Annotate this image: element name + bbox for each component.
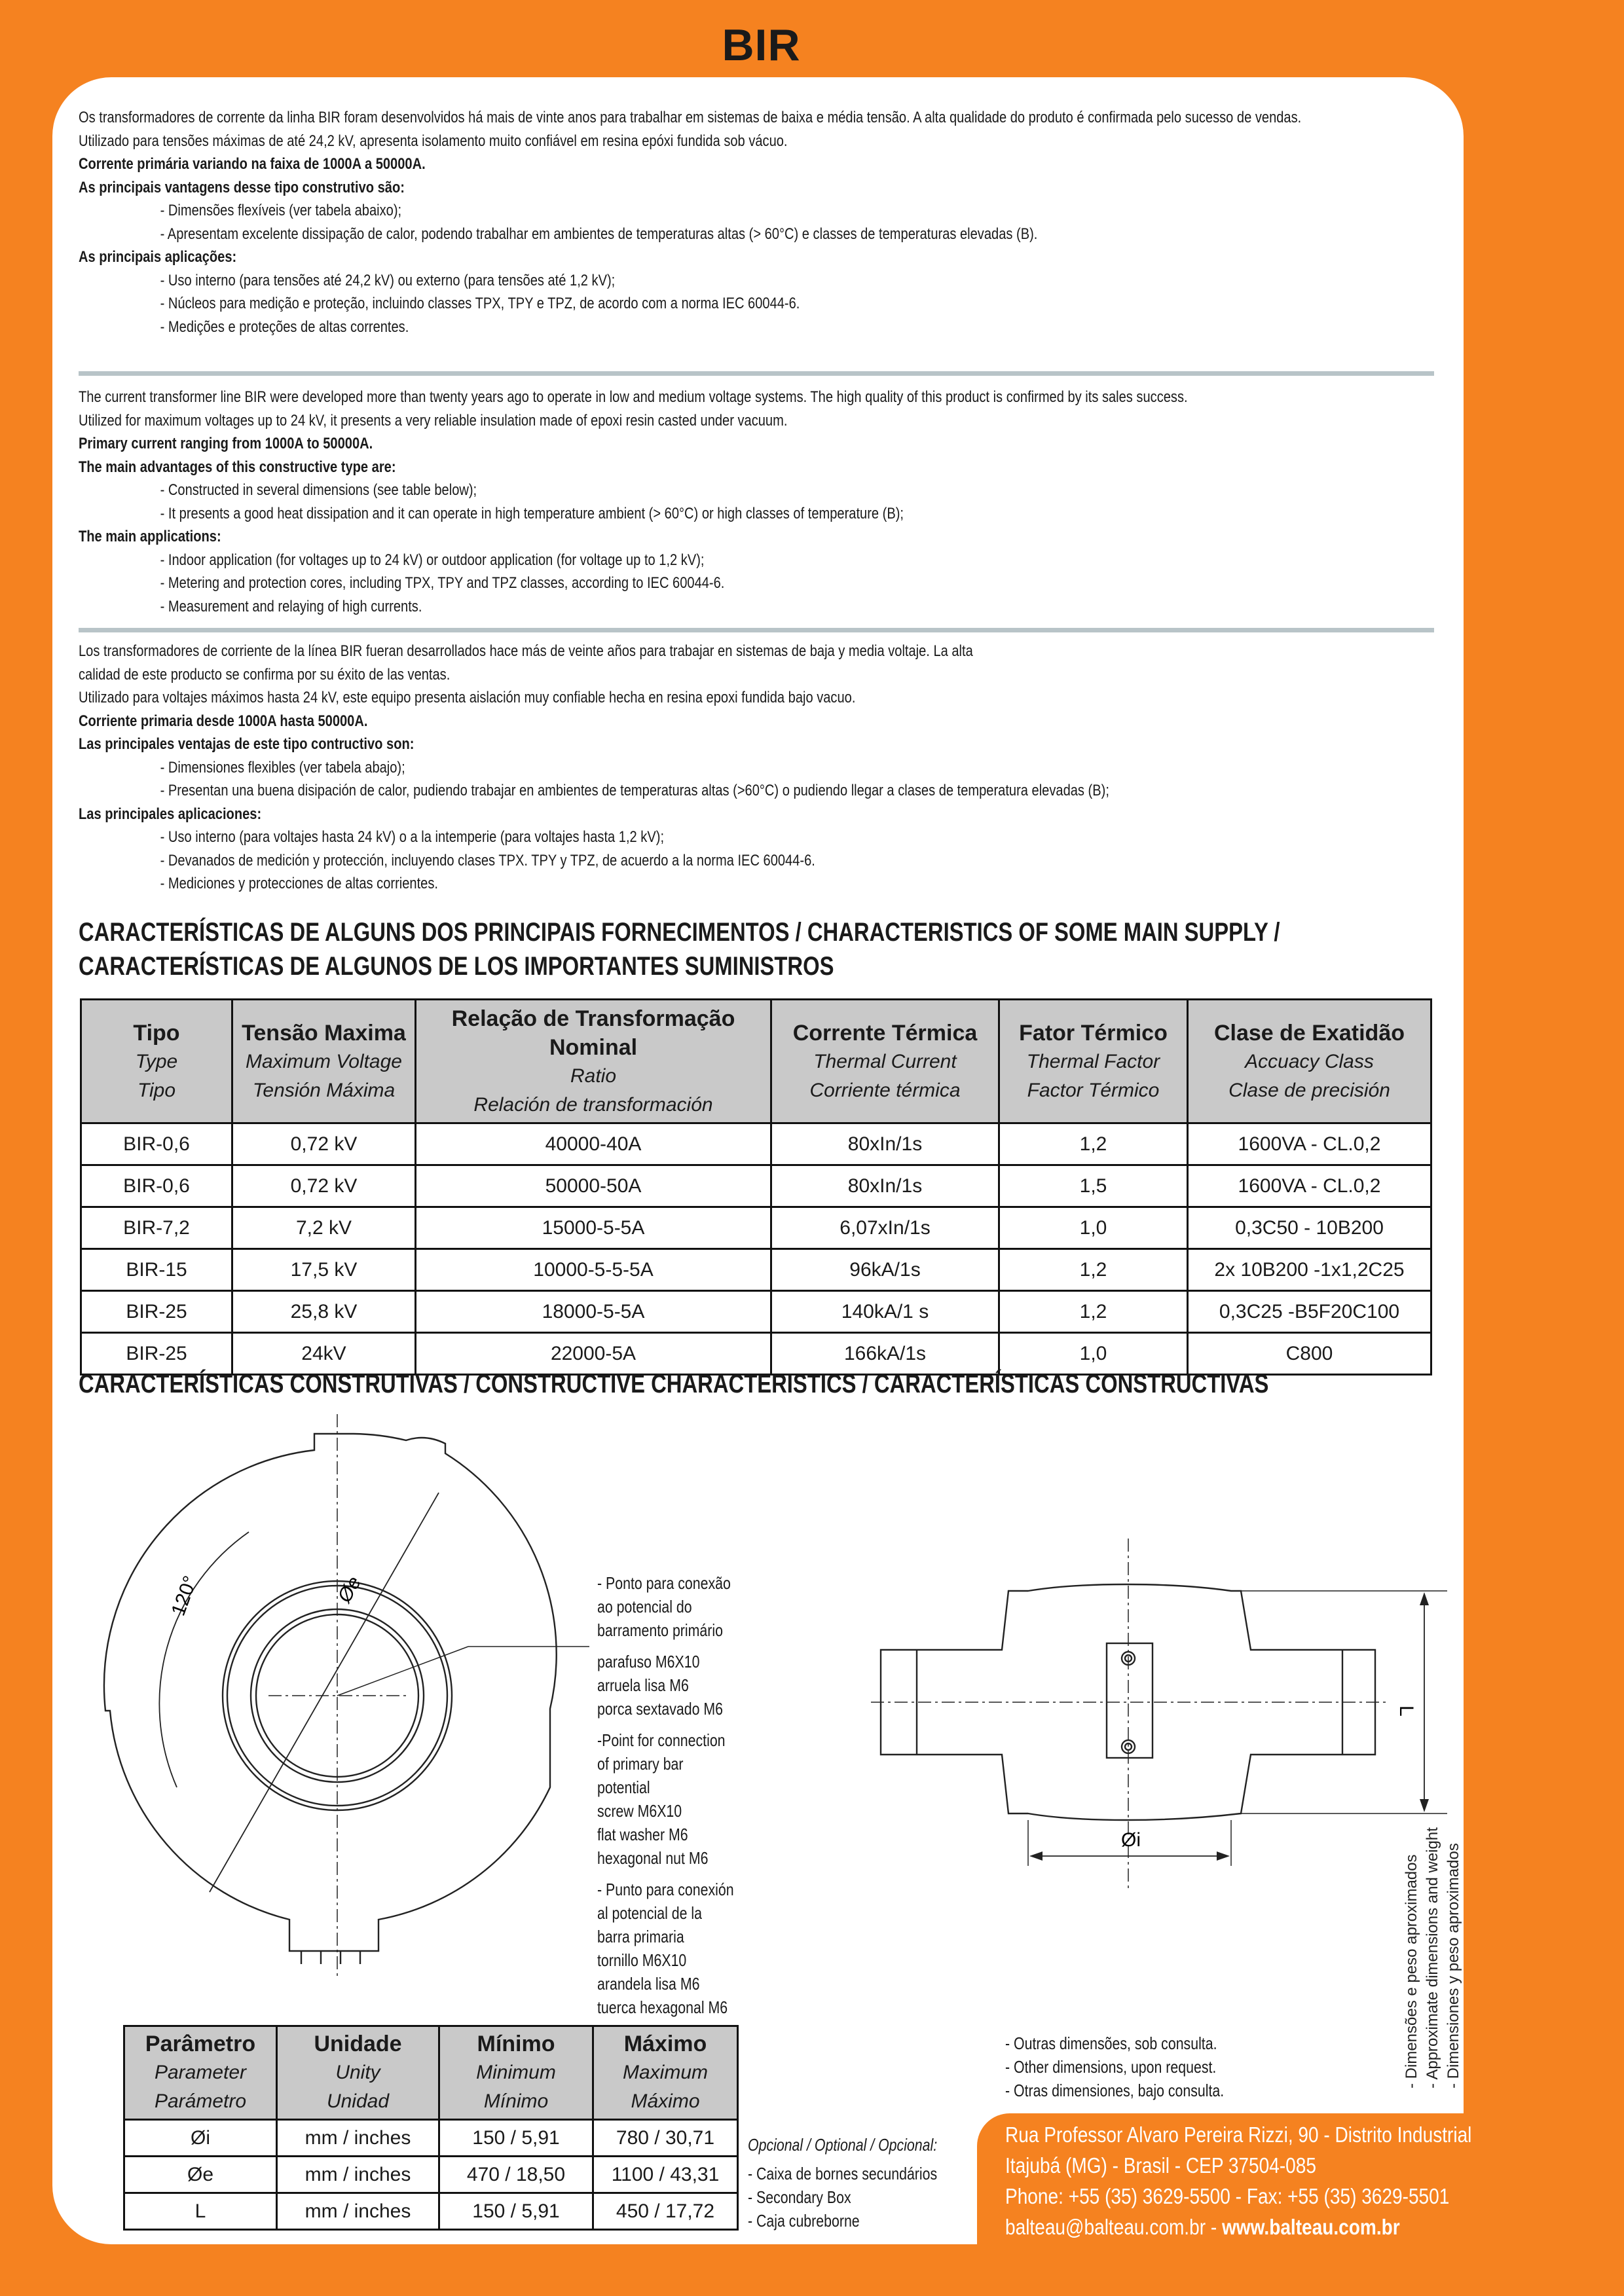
table-cell: Øe: [124, 2157, 277, 2193]
es-bold2: Las principales ventajas de este tipo contructivo son:: [79, 735, 415, 753]
col-header: [771, 1000, 999, 1123]
list-item: - Indoor application (for voltages up to 24 kV) or outdoor application (for voltage up to 1,2 kV);: [160, 551, 705, 569]
approx-dimensions-note: - Dimensões e peso aproximados - Approximate dimensions and weight - Dimensiones y peso aproximados: [1403, 1827, 1462, 2088]
table-cell: Øi: [124, 2120, 277, 2157]
front-view-drawing: [92, 1408, 589, 1984]
en-intro: The current transformer line BIR were developed more than twenty years ago to operate in low and medium voltage systems. The high quality of this product is confirmed by its sales success.: [79, 388, 1188, 406]
pt-bold1: Corrente primária variando na faixa de 1000A a 50000A.: [79, 155, 426, 173]
header-text: Tipo: [137, 1080, 176, 1101]
page-title: BIR: [722, 20, 801, 70]
pt-bold3: As principais aplicações:: [79, 248, 237, 266]
table-cell: 25,8 kV: [232, 1291, 416, 1333]
table-cell: 6,07xIn/1s: [771, 1207, 999, 1249]
table-row: [81, 1249, 1431, 1291]
header-text: Thermal Current: [813, 1051, 957, 1072]
table-cell: 0,72 kV: [232, 1123, 416, 1165]
table-cell: BIR-0,6: [81, 1123, 232, 1165]
en-bold2: The main advantages of this constructive type are:: [79, 458, 396, 476]
table-cell: 24kV: [232, 1333, 416, 1375]
table-cell: mm / inches: [277, 2193, 439, 2230]
oi-label: Øi: [1121, 1829, 1141, 1851]
phone-line: Phone: +55 (35) 3629-5500 - Fax: +55 (35) 3629-5501: [1005, 2184, 1450, 2208]
header-text: Unity: [335, 2062, 380, 2083]
header-text: Máximo: [623, 2032, 707, 2056]
list-item: - Constructed in several dimensions (see table below);: [160, 481, 477, 499]
table-cell: 17,5 kV: [232, 1249, 416, 1291]
col-header: [416, 1000, 771, 1123]
table-cell: 0,3C50 - 10B200: [1188, 1207, 1431, 1249]
table-header-row: [81, 1000, 1431, 1123]
list-item: - It presents a good heat dissipation and it can operate in high temperature ambient (> 60°C) or high classes of temperature (B);: [160, 504, 904, 522]
header-text: Clase de Exatidão: [1213, 1021, 1405, 1046]
list-item: - Apresentam excelente dissipação de calor, podendo trabalhar em ambientes de temperaturas altas (> 60°C) e classes de temperaturas elevadas (B).: [160, 225, 1038, 243]
header-text: Factor Térmico: [1027, 1080, 1160, 1101]
header-text: Clase de precisión: [1228, 1080, 1390, 1101]
header-text: Maximum Voltage: [246, 1051, 402, 1072]
header-text: Tensão Maxima: [242, 1021, 406, 1046]
side-view-drawing: [864, 1539, 1454, 1892]
table-cell: 150 / 5,91: [439, 2193, 593, 2230]
header-text: Thermal Factor: [1026, 1051, 1160, 1072]
table-header-row: [124, 2026, 738, 2120]
list-item: - Mediciones y protecciones de altas corrientes.: [160, 875, 438, 892]
supply-table: [80, 998, 1432, 1376]
table-row: [81, 1291, 1431, 1333]
list-item: - Dimensiones flexibles (ver tabela abajo);: [160, 758, 405, 776]
section-heading-constructive: CARACTERÍSTICAS CONSTRUTIVAS / CONSTRUCTIVE CHARACTERISTICS / CARACTERÍSTICAS CONSTRUCTIVAS: [79, 1370, 1269, 1398]
heading-line: CARACTERÍSTICAS DE ALGUNOS DE LOS IMPORTANTES SUMINISTROS: [79, 952, 834, 981]
optional-note: Opcional / Optional / Opcional: - Caixa de bornes secundários - Secondary Box - Caja cubreborne: [748, 2135, 938, 2231]
website-link[interactable]: www.balteau.com.br: [1221, 2215, 1400, 2239]
table-cell: BIR-0,6: [81, 1165, 232, 1207]
header-text: Máximo: [631, 2090, 700, 2112]
table-cell: 150 / 5,91: [439, 2120, 593, 2157]
table-cell: 1,0: [999, 1333, 1188, 1375]
oe-label: Øe: [333, 1573, 366, 1607]
angle-label: 120°: [167, 1573, 202, 1619]
table-cell: 40000-40A: [416, 1123, 771, 1165]
table-cell: C800: [1188, 1333, 1431, 1375]
list-item: - Uso interno (para tensões até 24,2 kV) ou externo (para tensões até 1,2 kV);: [160, 271, 616, 289]
col-header: [81, 1000, 232, 1123]
header-text: Accuacy Class: [1245, 1051, 1374, 1072]
list-item: - Núcleos para medição e proteção, incluindo classes TPX, TPY e TPZ, de acordo com a norma IEC 60044-6.: [160, 295, 800, 312]
table-row: [124, 2157, 738, 2193]
divider: [79, 628, 1434, 632]
col-header: [999, 1000, 1188, 1123]
list-item: - Dimensões flexíveis (ver tabela abaixo);: [160, 202, 402, 219]
table-cell: 2x 10B200 -1x1,2C25: [1188, 1249, 1431, 1291]
footer-contact: [1005, 2119, 1471, 2242]
divider: [79, 371, 1434, 376]
table-cell: BIR-25: [81, 1333, 232, 1375]
list-item: - Metering and protection cores, including TPX, TPY and TPZ classes, according to IEC 60044-6.: [160, 574, 725, 592]
table-cell: BIR-7,2: [81, 1207, 232, 1249]
list-item: - Presentan una buena disipación de calor, pudiendo trabajar en ambientes de temperaturas altas (>60°C) o pudiendo llegar a clases de temperatura elevadas (B);: [160, 782, 1109, 799]
table-row: [81, 1207, 1431, 1249]
header-text: Unidad: [326, 2090, 390, 2112]
table-cell: 22000-5A: [416, 1333, 771, 1375]
address-line: Rua Professor Alvaro Pereira Rizzi, 90 - Distrito Industrial: [1005, 2123, 1472, 2147]
list-item: - Medições e proteções de altas correntes.: [160, 318, 409, 336]
pt-bold2: As principais vantagens desse tipo construtivo são:: [79, 178, 405, 196]
table-cell: 140kA/1 s: [771, 1291, 999, 1333]
address-line: Itajubá (MG) - Brasil - CEP 37504-085: [1005, 2153, 1316, 2178]
email-link[interactable]: balteau@balteau.com.br -: [1005, 2215, 1222, 2239]
header-text: Mínimo: [477, 2032, 555, 2056]
es-intro2: calidad de este producto se confirma por su éxito de las ventas.: [79, 665, 451, 683]
header-text: Corriente térmica: [809, 1080, 961, 1101]
table-cell: 1,2: [999, 1123, 1188, 1165]
table-cell: 1600VA - CL.0,2: [1188, 1165, 1431, 1207]
col-header: [124, 2026, 277, 2120]
table-cell: 470 / 18,50: [439, 2157, 593, 2193]
header-text: Tensión Máxima: [252, 1080, 396, 1101]
header-text: Relación de transformación: [473, 1094, 713, 1116]
header-text: Relação de Transformação Nominal: [451, 1006, 735, 1060]
callout-text: - Ponto para conexão ao potencial do barramento primário parafuso M6X10 arruela lisa M6 porca sextavado M6 -Point for connection of primary bar potential screw M6X10 flat washer M6 hexagonal nut M6 - Punto para conexión al potencial de la barra primaria tornillo M6X10 arandela lisa M6 tuerca hexagonal M6: [597, 1573, 734, 2017]
table-cell: 15000-5-5A: [416, 1207, 771, 1249]
table-cell: 7,2 kV: [232, 1207, 416, 1249]
table-cell: L: [124, 2193, 277, 2230]
header-text: Tipo: [133, 1021, 180, 1046]
header-text: Maximum: [622, 2062, 708, 2083]
header-text: Minimum: [476, 2062, 556, 2083]
other-dimensions-note: - Outras dimensões, sob consulta. - Other dimensions, upon request. - Otras dimensiones, bajo consulta.: [1005, 2033, 1225, 2100]
en-line2: Utilized for maximum voltages up to 24 kV, it presents a very reliable insulation made of epoxi resin casted under vacuum.: [79, 411, 788, 429]
table-cell: 1,0: [999, 1207, 1188, 1249]
table-cell: 1,5: [999, 1165, 1188, 1207]
header-text: Parameter: [154, 2062, 247, 2083]
header-text: Parámetro: [154, 2090, 247, 2112]
list-item: - Measurement and relaying of high currents.: [160, 597, 422, 615]
table-cell: 1,2: [999, 1291, 1188, 1333]
parameter-table: [123, 2025, 739, 2231]
header-text: Parâmetro: [145, 2032, 256, 2056]
table-cell: 0,72 kV: [232, 1165, 416, 1207]
pt-intro: Os transformadores de corrente da linha BIR foram desenvolvidos há mais de vinte anos para trabalhar em sistemas de baixa e média tensão. A alta qualidade do produto é confirmada pelo sucesso de vendas.: [79, 109, 1302, 126]
col-header: [593, 2026, 738, 2120]
table-row: [124, 2120, 738, 2157]
table-row: [124, 2193, 738, 2230]
header-text: Type: [135, 1051, 178, 1072]
table-cell: 80xIn/1s: [771, 1165, 999, 1207]
table-cell: 450 / 17,72: [593, 2193, 738, 2230]
header-text: Ratio: [570, 1065, 617, 1087]
pt-block: [79, 106, 1437, 338]
table-cell: mm / inches: [277, 2120, 439, 2157]
table-cell: 0,3C25 -B5F20C100: [1188, 1291, 1431, 1333]
l-label: L: [1395, 1705, 1417, 1717]
list-item: - Uso interno (para voltajes hasta 24 kV) o a la intemperie (para voltajes hasta 1,2 kV);: [160, 828, 665, 846]
es-block: [79, 640, 1437, 896]
table-cell: BIR-25: [81, 1291, 232, 1333]
table-cell: 50000-50A: [416, 1165, 771, 1207]
heading-line: CARACTERÍSTICAS DE ALGUNS DOS PRINCIPAIS FORNECIMENTOS / CHARACTERISTICS OF SOME MAIN SUPPLY /: [79, 918, 1280, 947]
es-line2: Utilizado para voltajes máximos hasta 24 kV, este equipo presenta aislación muy confiable hecha en resina epoxi fundida bajo vacuo.: [79, 689, 856, 706]
en-bold3: The main applications:: [79, 528, 221, 545]
header-text: Mínimo: [483, 2090, 549, 2112]
header-text: Unidade: [314, 2032, 402, 2056]
table-cell: 780 / 30,71: [593, 2120, 738, 2157]
table-cell: mm / inches: [277, 2157, 439, 2193]
table-cell: 1600VA - CL.0,2: [1188, 1123, 1431, 1165]
table-row: [81, 1123, 1431, 1165]
en-block: [79, 386, 1437, 618]
col-header: [277, 2026, 439, 2120]
es-bold3: Las principales aplicaciones:: [79, 805, 262, 823]
en-bold1: Primary current ranging from 1000A to 50000A.: [79, 435, 373, 452]
table-cell: BIR-15: [81, 1249, 232, 1291]
table-cell: 10000-5-5-5A: [416, 1249, 771, 1291]
outer-body-outline: [104, 1434, 557, 1951]
es-bold1: Corriente primaria desde 1000A hasta 50000A.: [79, 712, 368, 730]
es-intro1: Los transformadores de corriente de la línea BIR fueran desarrollados hace más de veinte años para trabajar en sistemas de baja y media voltaje. La alta: [79, 642, 973, 660]
col-header: [1188, 1000, 1431, 1123]
table-cell: 1,2: [999, 1249, 1188, 1291]
header-text: Corrente Térmica: [792, 1021, 978, 1046]
table-row: [81, 1165, 1431, 1207]
table-cell: 166kA/1s: [771, 1333, 999, 1375]
pt-line2: Utilizado para tensões máximas de até 24,2 kV, apresenta isolamento muito confiável em resina epóxi fundida sob vácuo.: [79, 132, 788, 150]
header-text: Fator Térmico: [1019, 1021, 1168, 1046]
table-cell: 1100 / 43,31: [593, 2157, 738, 2193]
table-cell: 96kA/1s: [771, 1249, 999, 1291]
col-header: [439, 2026, 593, 2120]
col-header: [232, 1000, 416, 1123]
section-heading-supply: [79, 915, 1280, 983]
list-item: - Devanados de medición y protección, incluyendo clases TPX. TPY y TPZ, de acuerdo a la norma IEC 60044-6.: [160, 851, 815, 869]
table-cell: 18000-5-5A: [416, 1291, 771, 1333]
table-cell: 80xIn/1s: [771, 1123, 999, 1165]
